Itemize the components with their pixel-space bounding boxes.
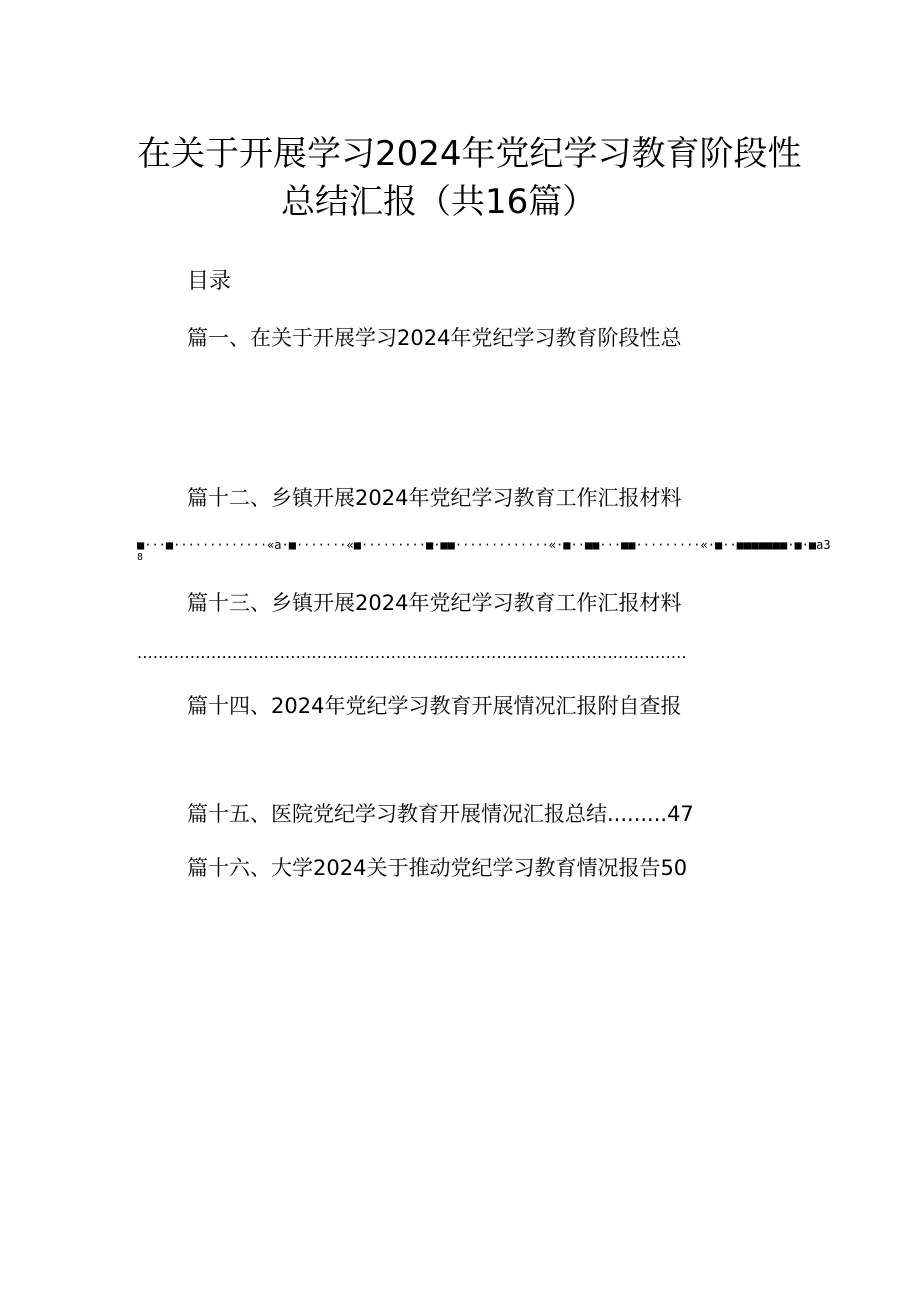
toc-entry-1[interactable]: 篇一、在关于开展学习2024年党纪学习教育阶段性总 — [187, 326, 682, 350]
toc-leader-garbled-page: 8 — [137, 552, 144, 563]
document-title-line-2: 总结汇报（共16篇） — [281, 182, 597, 222]
toc-entry-16[interactable]: 篇十六、大学2024关于推动党纪学习教育情况报告50 — [187, 856, 688, 880]
toc-entry-13[interactable]: 篇十三、乡镇开展2024年党纪学习教育工作汇报材料 — [187, 591, 682, 615]
toc-entry-12[interactable]: 篇十二、乡镇开展2024年党纪学习教育工作汇报材料 — [187, 486, 682, 510]
toc-dot-leader: ........................................................................................................ — [137, 643, 687, 662]
toc-leader-garbled: ■···■·············«a·■·······«■·········■·■■·············«·■··■■···■■·········«·■··■■■■■■■·■·■a3 — [137, 538, 831, 552]
document-title-line-1: 在关于开展学习2024年党纪学习教育阶段性 — [137, 134, 802, 174]
toc-entry-14[interactable]: 篇十四、2024年党纪学习教育开展情况汇报附自查报 — [187, 694, 682, 718]
toc-entry-15[interactable]: 篇十五、医院党纪学习教育开展情况汇报总结.........47 — [187, 802, 694, 826]
toc-heading: 目录 — [187, 269, 232, 294]
